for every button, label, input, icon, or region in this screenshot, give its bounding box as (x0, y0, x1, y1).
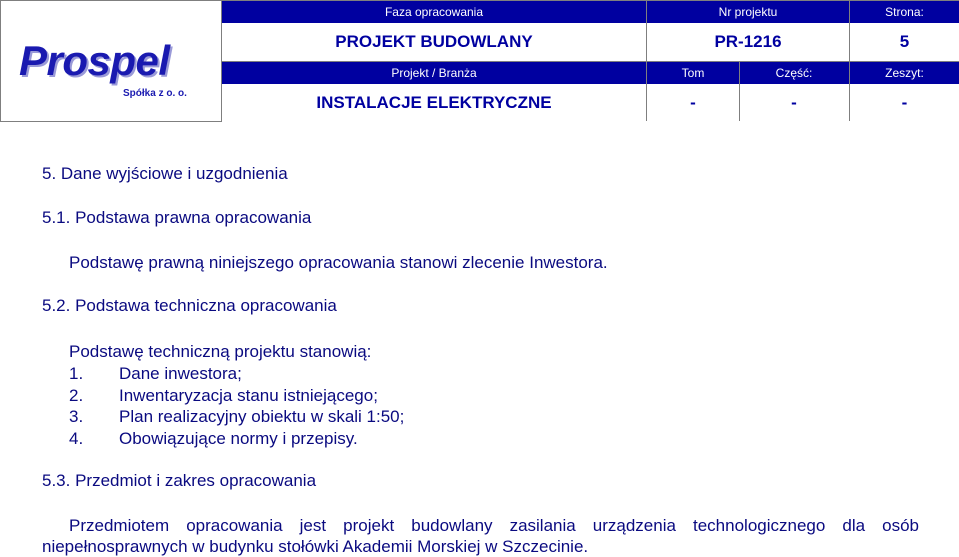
logo-subtitle: Spółka z o. o. (123, 88, 187, 99)
subsection-heading: 5.1. Podstawa prawna opracowania (42, 208, 312, 227)
label-project-no: Nr projektu (718, 5, 778, 19)
paragraph-line: Przedmiotem opracowania jest projekt budowlany zasilania urządzenia technologicznego dla osób (69, 516, 919, 535)
label-booklet: Zeszyt: (885, 66, 924, 80)
separator (646, 62, 647, 121)
list-item (69, 429, 358, 449)
list-text: Inwentaryzacja stanu istniejącego; (119, 386, 378, 405)
list-item (69, 386, 378, 406)
list-text: Dane inwestora; (119, 364, 242, 383)
label-volume: Tom (681, 66, 705, 80)
value-volume: - (690, 93, 696, 112)
value-project-no: PR-1216 (714, 32, 782, 51)
paragraph: Podstawę prawną niniejszego opracowania stanowi zlecenie Inwestora. (69, 253, 608, 272)
separator (849, 1, 850, 121)
paragraph: Podstawę techniczną projektu stanowią: (69, 342, 372, 361)
list-text: Obowiązujące normy i przepisy. (119, 429, 358, 448)
list-text: Plan realizacyjny obiektu w skali 1:50; (119, 407, 405, 426)
value-branch: INSTALACJE ELEKTRYCZNE (316, 93, 552, 112)
subsection-heading: 5.3. Przedmiot i zakres opracowania (42, 471, 317, 490)
value-booklet: - (901, 93, 908, 112)
separator (739, 62, 740, 121)
value-part: - (791, 93, 797, 112)
label-phase: Faza opracowania (384, 5, 484, 19)
logo (1, 1, 222, 121)
subsection-heading: 5.2. Podstawa techniczna opracowania (42, 296, 337, 315)
value-page: 5 (899, 32, 910, 51)
logo-name: Prospel (19, 37, 170, 84)
list-item (69, 407, 404, 427)
label-branch: Projekt / Branża (391, 66, 477, 80)
list-item (69, 364, 242, 384)
value-phase: PROJEKT BUDOWLANY (335, 32, 533, 51)
section-heading: 5. Dane wyjściowe i uzgodnienia (42, 164, 288, 183)
list-number: 3. (69, 407, 84, 426)
paragraph-line: niepełnosprawnych w budynku stołówki Akademii Morskiej w Szczecinie. (42, 537, 589, 556)
list-number: 4. (69, 429, 84, 448)
list-number: 2. (69, 386, 84, 405)
list-number: 1. (69, 364, 84, 383)
label-part: Część: (775, 66, 813, 80)
title-block (0, 0, 959, 122)
label-page: Strona: (885, 5, 924, 19)
separator (646, 1, 647, 62)
